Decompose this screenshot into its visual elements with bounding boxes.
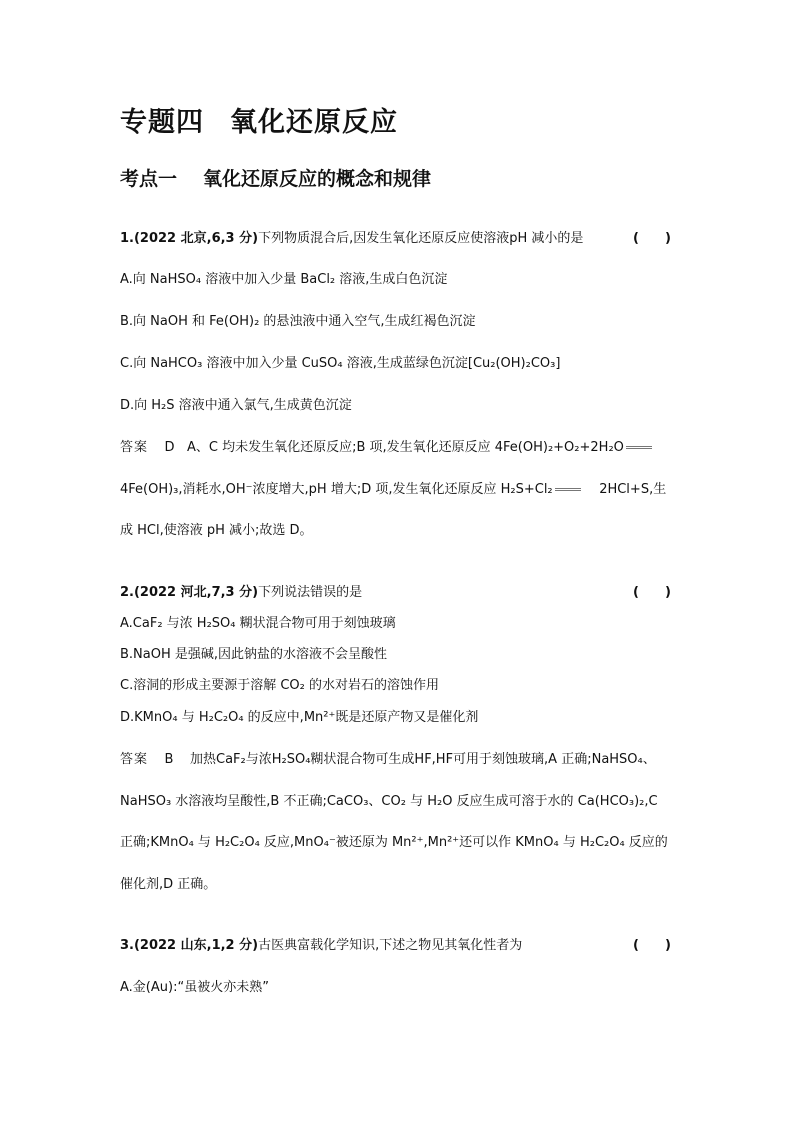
q1-option-b: B.向 NaOH 和 Fe(OH)₂ 的悬浊液中通入空气,生成红褐色沉淀 — [120, 314, 476, 329]
q2-answer-letter: B — [164, 752, 174, 767]
section-number: 考点一 — [120, 168, 178, 190]
q1-option-d: D.向 H₂S 溶液中通入氯气,生成黄色沉淀 — [120, 398, 352, 413]
q2-answer-blank: ( ) — [633, 585, 671, 600]
q3-answer-blank: ( ) — [633, 938, 671, 953]
q2-option-d: D.KMnO₄ 与 H₂C₂O₄ 的反应中,Mn²⁺既是还原产物又是催化剂 — [120, 710, 479, 725]
q2-answer-line-3: 正确;KMnO₄ 与 H₂C₂O₄ 反应,MnO₄⁻被还原为 Mn²⁺,Mn²⁺还可以作 KMnO₄ 与 H₂C₂O₄ 反应的 — [120, 835, 668, 850]
q2-answer-line-1 — [120, 748, 656, 767]
q2-option-a: A.CaF₂ 与浓 H₂SO₄ 糊状混合物可用于刻蚀玻璃 — [120, 616, 396, 631]
q1-answer-line-3: 成 HCl,使溶液 pH 减小;故选 D。 — [120, 523, 313, 538]
section-heading — [120, 164, 431, 191]
q2-option-c: C.溶洞的形成主要源于溶解 CO₂ 的水对岩石的溶蚀作用 — [120, 678, 439, 693]
q1-option-a: A.向 NaHSO₄ 溶液中加入少量 BaCl₂ 溶液,生成白色沉淀 — [120, 272, 448, 287]
q2-stem — [120, 581, 362, 600]
q1-answer-line-1 — [120, 436, 654, 455]
q1-option-c: C.向 NaHCO₃ 溶液中加入少量 CuSO₄ 溶液,生成蓝绿色沉淀[Cu₂(OH)₂CO₃] — [120, 356, 561, 371]
q3-stem — [120, 934, 522, 953]
q1-answer-label: 答案 — [120, 440, 149, 455]
q2-stem-text: 下列说法错误的是 — [258, 585, 363, 600]
equals-sign — [626, 446, 652, 449]
q2-answer-line-4: 催化剂,D 正确。 — [120, 877, 217, 892]
title-topic-number: 专题四 — [120, 107, 204, 138]
q3-stem-text: 古医典富载化学知识,下述之物见其氧化性者为 — [258, 938, 523, 953]
q3-source: 3.(2022 山东,1,2 分) — [120, 938, 259, 953]
equals-sign — [555, 488, 581, 491]
q1-stem — [120, 227, 583, 246]
page-title — [120, 100, 398, 139]
q1-source: 1.(2022 北京,6,3 分) — [120, 231, 259, 246]
q1-answer-line-2 — [120, 478, 666, 497]
q2-answer-text-1: 加热CaF₂与浓H₂SO₄糊状混合物可生成HF,HF可用于刻蚀玻璃,A 正确;NaHSO₄、 — [190, 752, 656, 767]
q1-answer-blank: ( ) — [633, 231, 671, 246]
q2-answer-label: 答案 — [120, 752, 149, 767]
title-topic-name: 氧化还原反应 — [230, 107, 398, 138]
section-name: 氧化还原反应的概念和规律 — [203, 168, 432, 190]
q1-answer-text-2a: 4Fe(OH)₃,消耗水,OH⁻浓度增大,pH 增大;D 项,发生氧化还原反应 H₂S+Cl₂ — [120, 482, 553, 497]
q1-stem-text: 下列物质混合后,因发生氧化还原反应使溶液pH 减小的是 — [258, 231, 584, 246]
q2-answer-line-2: NaHSO₃ 水溶液均呈酸性,B 不正确;CaCO₃、CO₂ 与 H₂O 反应生成可溶于水的 Ca(HCO₃)₂,C — [120, 794, 658, 809]
q1-answer-letter: D — [164, 440, 175, 455]
q2-source: 2.(2022 河北,7,3 分) — [120, 585, 259, 600]
q3-option-a: A.金(Au):“虽被火亦未熟” — [120, 980, 269, 995]
q2-option-b: B.NaOH 是强碱,因此钠盐的水溶液不会呈酸性 — [120, 647, 388, 662]
q1-answer-text-1: A、C 均未发生氧化还原反应;B 项,发生氧化还原反应 4Fe(OH)₂+O₂+2H₂O — [186, 440, 624, 455]
q1-answer-text-2b: 2HCl+S,生 — [599, 482, 667, 497]
